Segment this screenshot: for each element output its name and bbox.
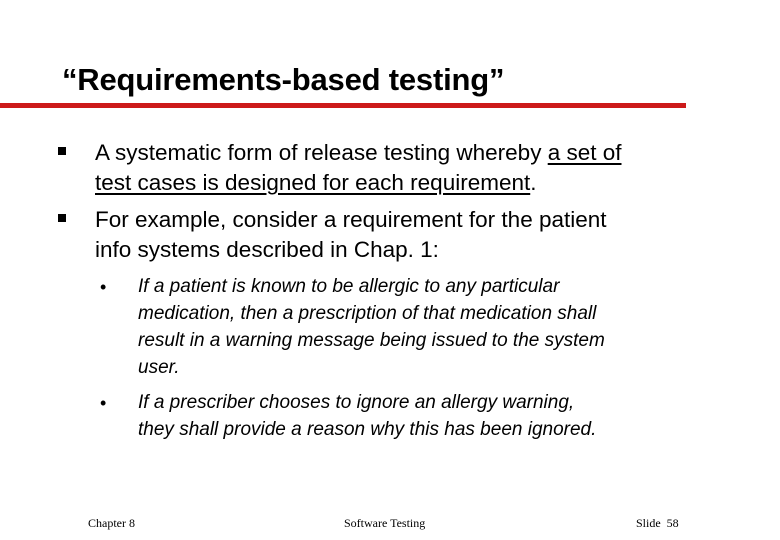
- bullet-text: A systematic form of release testing whereby: [95, 140, 548, 165]
- title-underline-rule: [0, 103, 686, 108]
- bullet-text-underlined: test cases is designed for each requirement: [95, 170, 531, 195]
- bullet-line: [95, 168, 537, 198]
- bullet-text: .: [530, 170, 537, 195]
- sub-bullet-line: medication, then a prescription of that medication shall: [138, 303, 597, 324]
- bullet-line: [95, 138, 622, 168]
- sub-bullet-line: result in a warning message being issued to the system: [138, 330, 605, 351]
- round-bullet-icon: •: [100, 393, 107, 413]
- sub-bullet-line: they shall provide a reason why this has been ignored.: [138, 419, 597, 440]
- square-bullet-icon: [58, 147, 66, 155]
- footer-chapter: Chapter 8: [88, 516, 135, 530]
- bullet-text-underlined: a set of: [547, 140, 622, 165]
- square-bullet-icon: [58, 214, 66, 222]
- footer-course-title: Software Testing: [344, 516, 426, 530]
- bullet-line: For example, consider a requirement for the patient: [95, 207, 607, 232]
- footer-slide-number: Slide 58: [636, 516, 679, 530]
- slide-title: “Requirements-based testing”: [62, 62, 505, 97]
- sub-bullet-line: If a prescriber chooses to ignore an allergy warning,: [138, 392, 575, 413]
- sub-bullet-line: If a patient is known to be allergic to any particular: [138, 276, 560, 297]
- round-bullet-icon: •: [100, 277, 107, 297]
- sub-bullet-line: user.: [138, 357, 180, 378]
- bullet-line: info systems described in Chap. 1:: [95, 237, 439, 262]
